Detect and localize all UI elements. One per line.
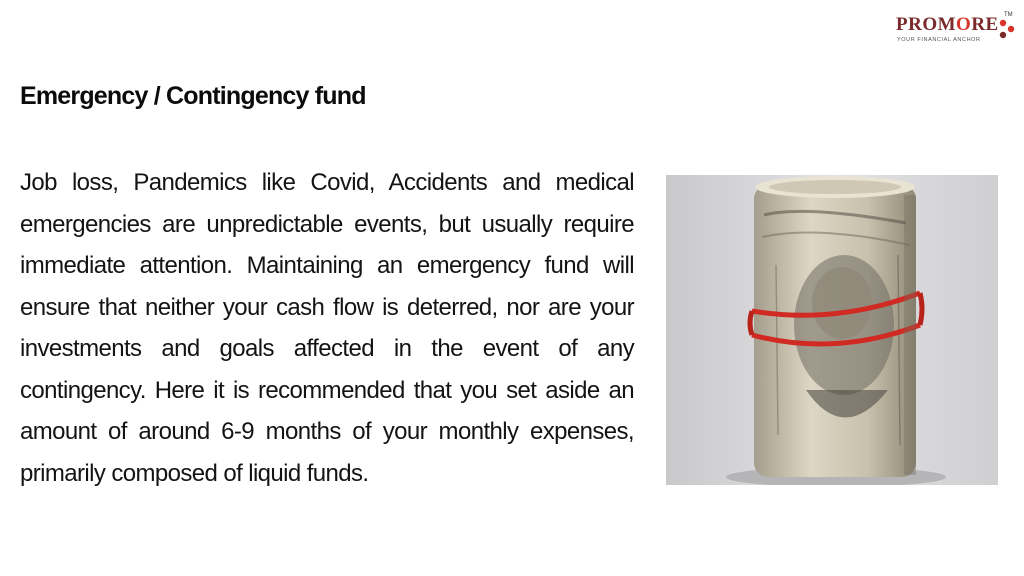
money-roll-icon (666, 175, 998, 485)
logo-dots-icon (997, 18, 1017, 40)
body-paragraph: Job loss, Pandemics like Covid, Accidents and medical emergencies are unpredictable events, but usually require immediate attention. Maintaining an emergency fund will ensure that neither your cash flow is deterred, nor are your investments and goals affected in the event of any contingency. Here it is recommended that you set aside an amount of around 6-9 months of your monthly expenses, primarily composed of liquid funds. (20, 169, 634, 487)
brand-tagline: YOUR FINANCIAL ANCHOR (897, 37, 981, 43)
brand-logo (896, 12, 1018, 46)
trademark-mark: TM (1004, 12, 1013, 18)
page-title: Emergency / Contingency fund (20, 82, 366, 110)
money-roll-photo (666, 175, 998, 485)
brand-wordmark: PROMORE (896, 14, 999, 35)
